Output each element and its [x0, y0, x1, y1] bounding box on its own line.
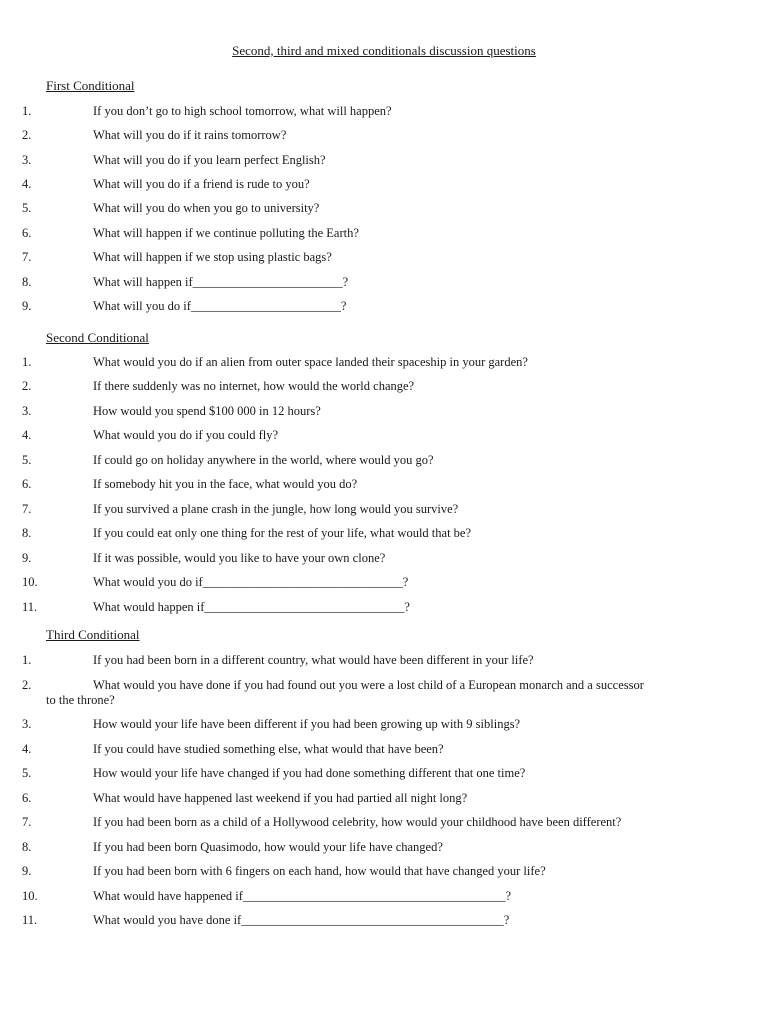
question-text: If you could eat only one thing for the rest of your life, what would that be?: [93, 526, 472, 540]
question-text: What would have happened if__________________________________________?: [93, 889, 511, 903]
question-text: If you don’t go to high school tomorrow, what will happen?: [93, 104, 392, 118]
question-text: How would your life have been different if you had been growing up with 9 siblings?: [93, 717, 521, 731]
question-number: 5.: [22, 453, 32, 467]
question-text: What would have happened last weekend if you had partied all night long?: [93, 791, 468, 805]
question-number: 7.: [22, 250, 32, 264]
question-text: What will happen if________________________?: [93, 275, 349, 289]
question-text: If you had been born with 6 fingers on each hand, how would that have changed your life?: [93, 864, 546, 878]
question-text: How would your life have changed if you had done something different that one time?: [93, 766, 526, 780]
question-text-continuation: to the throne?: [46, 693, 115, 707]
question-number: 2.: [22, 128, 32, 142]
question-number: 3.: [22, 404, 32, 418]
question-number: 10.: [22, 889, 38, 903]
section-heading-third-conditional: Third Conditional: [46, 627, 140, 642]
question-number: 10.: [22, 575, 38, 589]
question-number: 1.: [22, 104, 32, 118]
question-text: What would you have done if you had found out you were a lost child of a European monarch and a successor: [93, 678, 644, 692]
question-number: 6.: [22, 477, 32, 491]
question-number: 2.: [22, 678, 32, 692]
question-number: 8.: [22, 526, 32, 540]
question-number: 6.: [22, 226, 32, 240]
question-number: 6.: [22, 791, 32, 805]
page-title: Second, third and mixed conditionals discussion questions: [232, 43, 536, 58]
question-number: 4.: [22, 177, 32, 191]
question-text: If it was possible, would you like to have your own clone?: [93, 551, 386, 565]
question-text: If you survived a plane crash in the jungle, how long would you survive?: [93, 502, 459, 516]
question-number: 3.: [22, 153, 32, 167]
question-text: If somebody hit you in the face, what would you do?: [93, 477, 358, 491]
question-number: 9.: [22, 551, 32, 565]
section-heading-second-conditional: Second Conditional: [46, 330, 149, 345]
question-text: What will you do if you learn perfect English?: [93, 153, 326, 167]
question-text: What will you do if________________________?: [93, 299, 347, 313]
question-text: What would you do if________________________________?: [93, 575, 409, 589]
question-number: 5.: [22, 201, 32, 215]
section-heading-first-conditional: First Conditional: [46, 78, 135, 93]
question-text: If you had been born Quasimodo, how would your life have changed?: [93, 840, 443, 854]
question-number: 7.: [22, 815, 32, 829]
question-text: What will you do if a friend is rude to you?: [93, 177, 310, 191]
question-text: What will happen if we stop using plastic bags?: [93, 250, 332, 264]
question-text: If could go on holiday anywhere in the world, where would you go?: [93, 453, 434, 467]
question-number: 4.: [22, 428, 32, 442]
question-number: 11.: [22, 913, 38, 927]
question-text: What will you do when you go to university?: [93, 201, 320, 215]
question-text: What would happen if________________________________?: [93, 600, 410, 614]
question-text: If you could have studied something else, what would that have been?: [93, 742, 444, 756]
question-number: 3.: [22, 717, 32, 731]
question-number: 7.: [22, 502, 32, 516]
question-number: 9.: [22, 864, 32, 878]
question-text: What would you do if an alien from outer space landed their spaceship in your garden?: [93, 355, 528, 369]
question-number: 8.: [22, 275, 32, 289]
question-number: 11.: [22, 600, 38, 614]
question-number: 1.: [22, 355, 32, 369]
question-number: 2.: [22, 379, 32, 393]
question-text: If you had been born as a child of a Hollywood celebrity, how would your childhood have been different?: [93, 815, 622, 829]
question-number: 8.: [22, 840, 32, 854]
question-text: How would you spend $100 000 in 12 hours?: [93, 404, 321, 418]
question-number: 4.: [22, 742, 32, 756]
question-number: 5.: [22, 766, 32, 780]
question-text: What would you have done if__________________________________________?: [93, 913, 510, 927]
question-text: If you had been born in a different country, what would have been different in your life?: [93, 653, 534, 667]
question-text: What would you do if you could fly?: [93, 428, 279, 442]
question-number: 9.: [22, 299, 32, 313]
question-text: What will you do if it rains tomorrow?: [93, 128, 287, 142]
question-number: 1.: [22, 653, 32, 667]
question-text: What will happen if we continue polluting the Earth?: [93, 226, 359, 240]
question-text: If there suddenly was no internet, how would the world change?: [93, 379, 415, 393]
